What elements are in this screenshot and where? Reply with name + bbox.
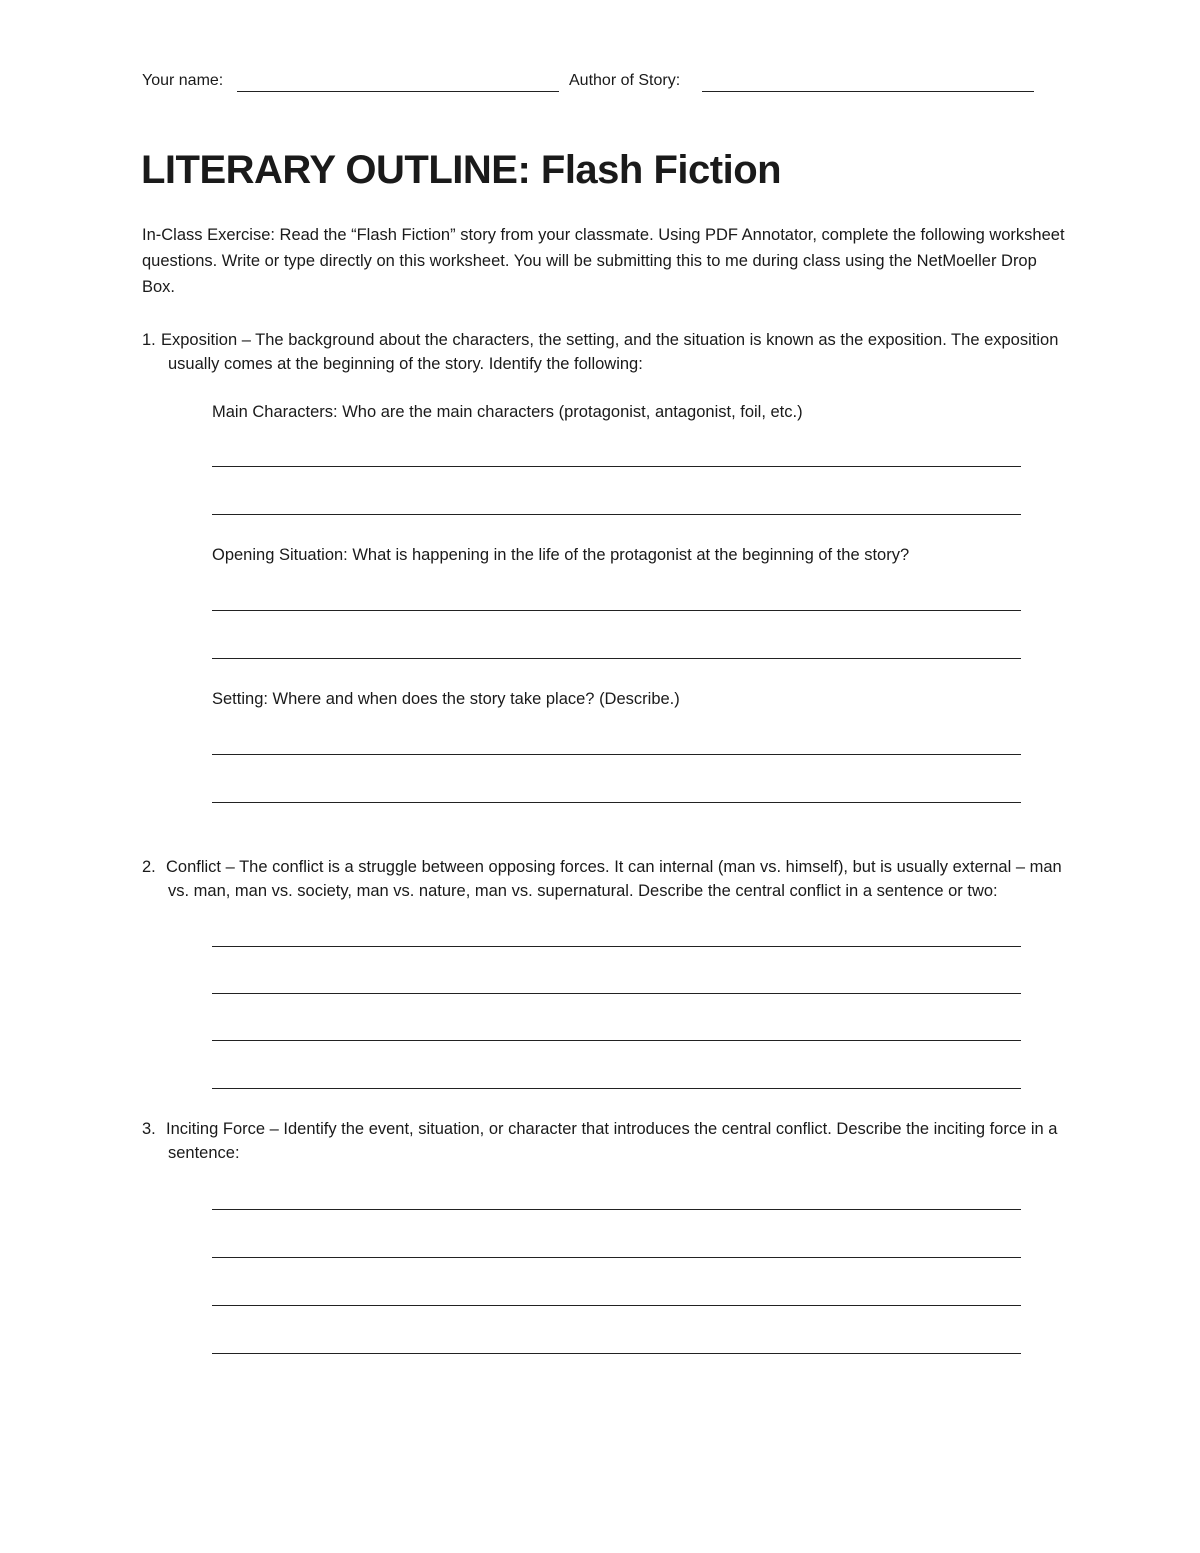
author-label: Author of Story: bbox=[569, 72, 681, 89]
author-field[interactable] bbox=[702, 91, 1034, 92]
intro-paragraph: In-Class Exercise: Read the “Flash Fiction” story from your classmate. Using PDF Annotator, complete the following worksheet questions. Write or type directly on this worksheet. You will be submitting this to me during class using the NetMoeller Drop Box. bbox=[142, 226, 1065, 296]
question-2 bbox=[142, 855, 1072, 903]
conflict-answer-line-3[interactable] bbox=[212, 1040, 1021, 1041]
header-row bbox=[142, 72, 1042, 96]
question-1 bbox=[142, 328, 1072, 376]
setting-answer-line-1[interactable] bbox=[212, 754, 1021, 755]
main-characters-answer-line-2[interactable] bbox=[212, 514, 1021, 515]
inciting-force-answer-line-3[interactable] bbox=[212, 1305, 1021, 1306]
question-2-number: 2. bbox=[142, 858, 156, 876]
conflict-answer-line-1[interactable] bbox=[212, 946, 1021, 947]
question-3-text: Inciting Force – Identify the event, situation, or character that introduces the central conflict. Describe the inciting force in a sentence: bbox=[166, 1120, 1058, 1162]
opening-situation-prompt: Opening Situation: What is happening in the life of the protagonist at the beginning of the story? bbox=[212, 546, 910, 564]
inciting-force-answer-line-2[interactable] bbox=[212, 1257, 1021, 1258]
inciting-force-answer-line-4[interactable] bbox=[212, 1353, 1021, 1354]
page-title: LITERARY OUTLINE: Flash Fiction bbox=[141, 148, 782, 192]
inciting-force-answer-line-1[interactable] bbox=[212, 1209, 1021, 1210]
conflict-answer-line-4[interactable] bbox=[212, 1088, 1021, 1089]
question-3 bbox=[142, 1117, 1072, 1165]
question-3-number: 3. bbox=[142, 1120, 156, 1138]
question-1-text: Exposition – The background about the characters, the setting, and the situation is known as the exposition. The exposition usually comes at the beginning of the story. Identify the following: bbox=[161, 331, 1059, 373]
your-name-label: Your name: bbox=[142, 72, 224, 89]
setting-prompt: Setting: Where and when does the story take place? (Describe.) bbox=[212, 690, 680, 708]
main-characters-answer-line-1[interactable] bbox=[212, 466, 1021, 467]
setting-answer-line-2[interactable] bbox=[212, 802, 1021, 803]
opening-situation-answer-line-2[interactable] bbox=[212, 658, 1021, 659]
question-2-text: Conflict – The conflict is a struggle between opposing forces. It can internal (man vs. himself), but is usually external – man vs. man, man vs. society, man vs. nature, man vs. supernatural. Describe the central conflict in a sentence or two: bbox=[166, 858, 1062, 900]
your-name-field[interactable] bbox=[237, 91, 559, 92]
main-characters-prompt: Main Characters: Who are the main characters (protagonist, antagonist, foil, etc.) bbox=[212, 403, 803, 421]
opening-situation-answer-line-1[interactable] bbox=[212, 610, 1021, 611]
question-1-number: 1. bbox=[142, 331, 156, 349]
conflict-answer-line-2[interactable] bbox=[212, 993, 1021, 994]
